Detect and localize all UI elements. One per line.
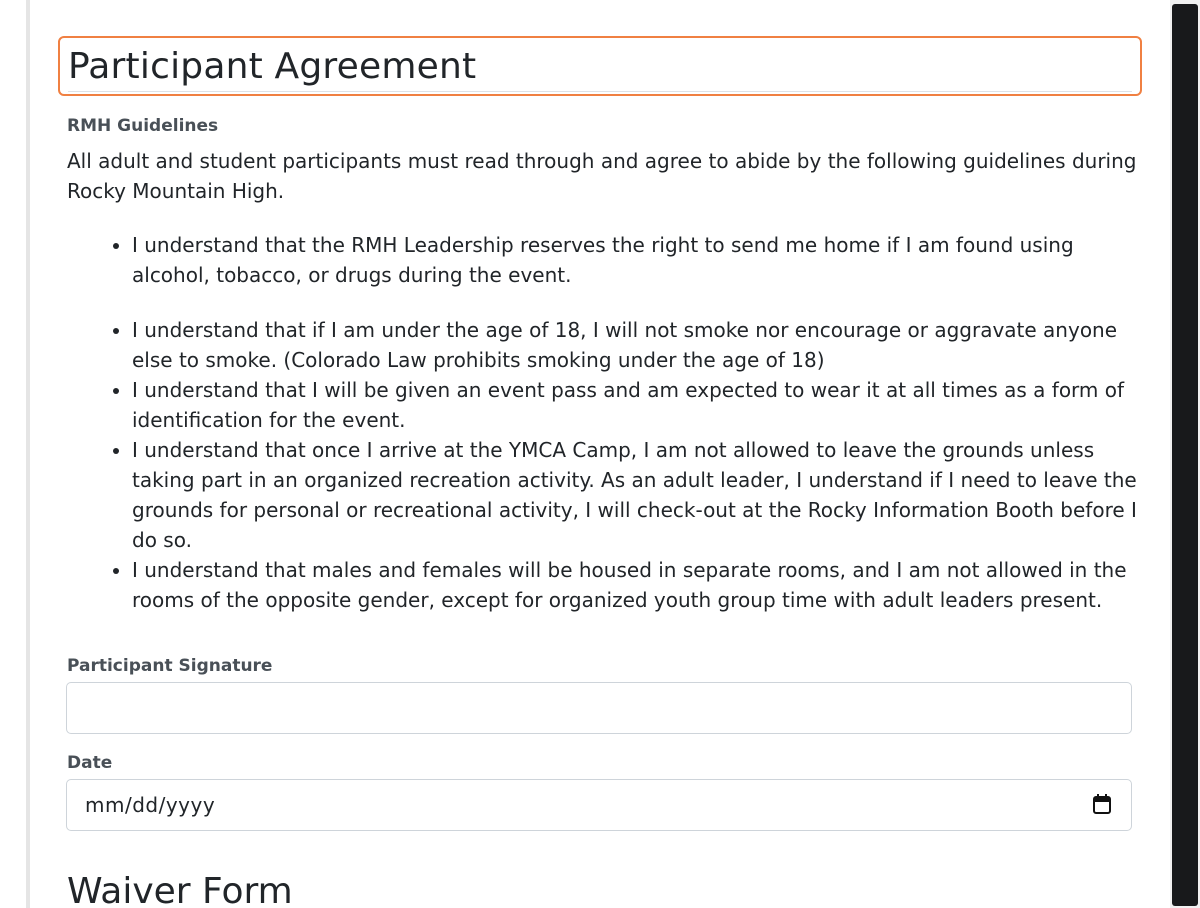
guideline-item: • I understand that the RMH Leadership reserves the right to send me home if I am found using alcohol, tobacco, or drugs during the event. — [132, 230, 1147, 290]
guideline-item: • I understand that I will be given an event pass and am expected to wear it at all times as a form of identification for the event. — [132, 375, 1147, 435]
guideline-item: • I understand that once I arrive at the YMCA Camp, I am not allowed to leave the grounds unless taking part in an organized recreation activity. As an adult leader, I understand if I need to leave the grounds for personal or recreational activity, I will check-out at the Rocky Information Booth before I do so. — [132, 435, 1147, 555]
date-label: Date — [67, 753, 113, 773]
agreement-title-section — [58, 36, 1142, 96]
title-underline — [68, 91, 1132, 92]
guideline-item: • I understand that if I am under the age of 18, I will not smoke nor encourage or aggravate anyone else to smoke. (Colorado Law prohibits smoking under the age of 18) — [132, 315, 1147, 375]
left-divider — [26, 0, 30, 908]
guideline-item: • I understand that males and females will be housed in separate rooms, and I am not allowed in the rooms of the opposite gender, except for organized youth group time with adult leaders present. — [132, 555, 1147, 615]
guidelines-heading: RMH Guidelines — [67, 116, 219, 136]
guidelines-list[interactable] — [67, 230, 1147, 638]
calendar-icon[interactable] — [1093, 794, 1111, 814]
date-input[interactable] — [66, 779, 1132, 831]
agreement-title-box[interactable] — [58, 36, 1142, 96]
agreement-title: Participant Agreement — [68, 46, 477, 87]
guidelines-intro: All adult and student participants must read through and agree to abide by the following guidelines during Rocky Mountain High. — [67, 149, 1137, 203]
scrollbar-thumb[interactable] — [1172, 4, 1198, 906]
scrollbar-track[interactable] — [1170, 0, 1200, 908]
waiver-title: Waiver Form — [67, 871, 293, 908]
signature-label: Participant Signature — [67, 656, 273, 676]
date-placeholder: mm/dd/yyyy — [85, 793, 216, 817]
signature-input[interactable] — [66, 682, 1132, 734]
